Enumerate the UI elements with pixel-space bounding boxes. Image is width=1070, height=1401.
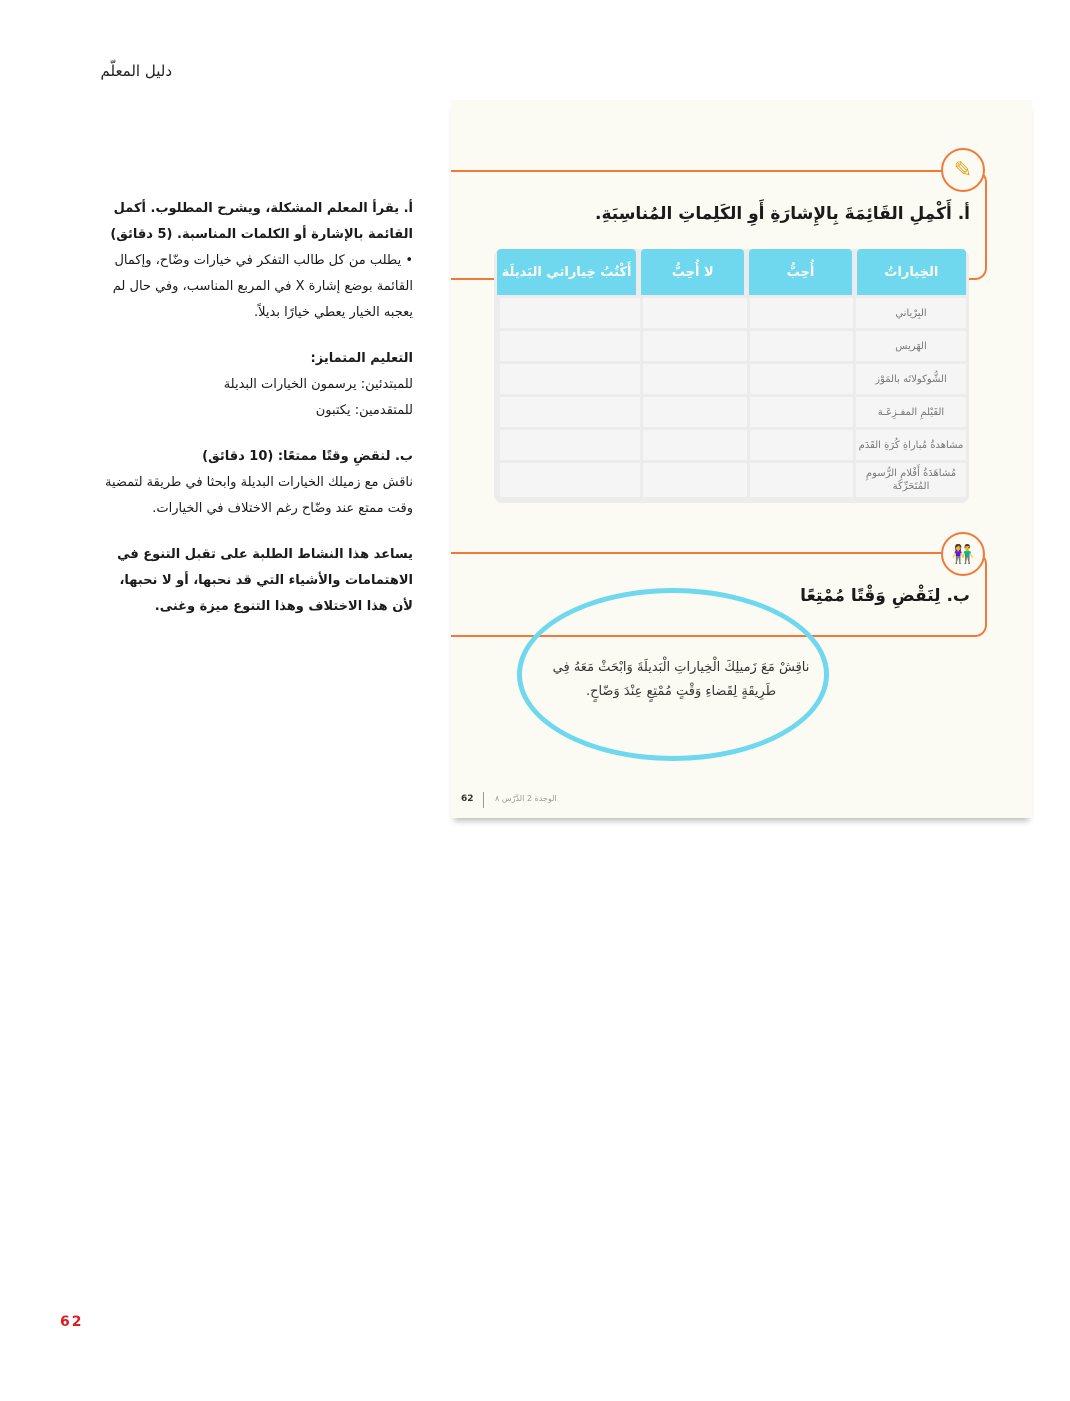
dislike-checkbox[interactable]	[643, 331, 747, 361]
like-checkbox[interactable]	[750, 430, 853, 460]
note-a-bullet: • يطلب من كل طالب التفكر في خيارات وضّاح، وإكمال القائمة بوضع إشارة X في المربع المناسب، وفي حال لم يعجبه الخيار يعطي خيارًا بديلاً.	[112, 253, 413, 320]
differentiation-title: التعليم المتمايز:	[310, 351, 413, 366]
table-row	[494, 298, 969, 328]
like-checkbox[interactable]	[750, 397, 853, 427]
note-b-title: ب. لنقضِ وقتًا ممتعًا: (10 دقائق)	[202, 449, 413, 464]
header-alternatives: أَكْتُبُ خِياراتي البَديلَة	[497, 249, 636, 295]
like-checkbox[interactable]	[750, 331, 853, 361]
table-row	[494, 364, 969, 394]
note-b-text: ناقش مع زميلك الخيارات البديلة وابحثا في طريقة لتمضية وقت ممتع عند وضّاح رغم الاختلاف في الخيارات.	[104, 475, 413, 516]
table-row	[494, 463, 969, 497]
section-b-heading: ب. لِنَقْضِ وَقْتًا مُمْتِعًا	[800, 586, 970, 606]
teacher-notes	[100, 196, 413, 620]
dislike-checkbox[interactable]	[643, 298, 747, 328]
dislike-checkbox[interactable]	[643, 463, 747, 497]
dislike-checkbox[interactable]	[643, 430, 747, 460]
option-label: مُشاهَدَةُ أَفْلامِ الرُّسومِ المُتَحَرِّكَة	[856, 463, 966, 497]
dislike-checkbox[interactable]	[643, 364, 747, 394]
note-a-title: أ. يقرأ المعلم المشكلة، ويشرح المطلوب. أكمل القائمة بالإشارة أو الكلمات المناسبة. (5 دقائق)	[110, 201, 413, 242]
header-dislike: لا أُحِبُّ	[641, 249, 744, 295]
option-label: مشاهدةُ مُباراةِ كُرَةِ القَدَم	[856, 430, 966, 460]
table-row	[494, 331, 969, 361]
alternative-input[interactable]	[500, 397, 640, 427]
student-page-number: 62	[461, 794, 474, 804]
differentiation-advanced: للمتقدمين: يكتبون	[315, 403, 413, 418]
option-label: الشُّوكولاتَه بالمَوْز	[856, 364, 966, 394]
table-row	[494, 397, 969, 427]
option-label: الفَيْلمِ المفـزِعَـة	[856, 397, 966, 427]
pencil-icon: ✎	[941, 148, 985, 192]
student-page-unit: الوحدة 2 الدَّرْس ٨	[495, 794, 557, 803]
alternative-input[interactable]	[500, 430, 640, 460]
footer-divider	[483, 792, 484, 808]
like-checkbox[interactable]	[750, 364, 853, 394]
differentiation-beginners: للمبتدئين: يرسمون الخيارات البديلة	[223, 377, 413, 392]
alternative-input[interactable]	[500, 331, 640, 361]
closing-note: يساعد هذا النشاط الطلبة على تقبل التنوع في الاهتمامات والأشياء التي قد نحبها، أو لا نحبها، لأن هذا الاختلاف وهذا التنوع ميزة وغنى.	[117, 547, 413, 614]
alternative-input[interactable]	[500, 463, 640, 497]
like-checkbox[interactable]	[750, 298, 853, 328]
dislike-checkbox[interactable]	[643, 397, 747, 427]
choices-table	[494, 249, 969, 503]
alternative-input[interactable]	[500, 364, 640, 394]
header-like: أُحِبُّ	[749, 249, 851, 295]
students-icon: 👫	[941, 532, 985, 576]
section-a-heading: أ. أَكْمِلِ القَائِمَةَ بِالإِشارَةِ أَوِ الكَلِماتِ المُناسِبَةِ.	[595, 204, 970, 224]
option-label: الهَريس	[856, 331, 966, 361]
table-row	[494, 430, 969, 460]
option-label: البِرْياني	[856, 298, 966, 328]
discussion-text: ناقِشْ مَعَ زَميلِكَ الْخِياراتِ الْبَديلَةَ وَابْحَثْ مَعَهُ فِي طَرِيقَةٍ لِقَضاءِ وَقْتٍ مُمْتِعٍ عِنْدَ وَضّاحٍ.	[552, 660, 810, 699]
student-page	[451, 100, 1032, 818]
page-number: 62	[60, 1314, 84, 1330]
like-checkbox[interactable]	[750, 463, 853, 497]
table-header	[494, 249, 969, 295]
header-choices: الخِياراتُ	[857, 249, 966, 295]
guide-title: دليل المعلّم	[100, 62, 172, 80]
alternative-input[interactable]	[500, 298, 640, 328]
